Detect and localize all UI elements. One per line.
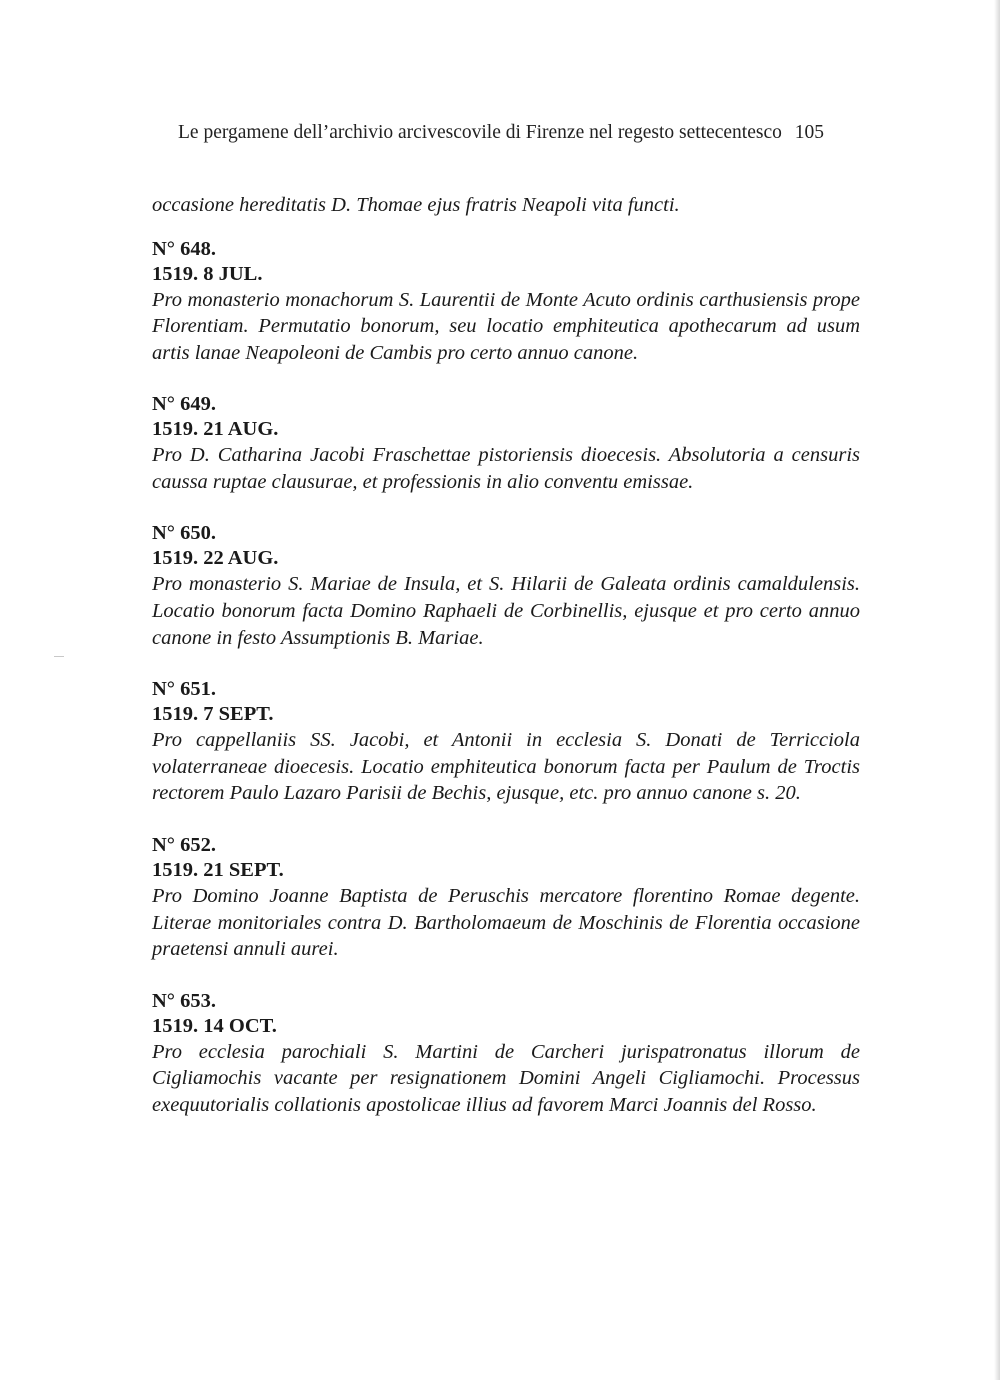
entry-date: 1519. 22 AUG. xyxy=(152,547,279,570)
entry-date: 1519. 14 OCT. xyxy=(152,1014,277,1037)
regesto-entry xyxy=(152,833,860,963)
page-number: 105 xyxy=(794,122,824,143)
entry-number: N° 650. xyxy=(152,522,217,545)
entry-text: Pro ecclesia parochiali S. Martini de Carcheri jurispatronatus illorum de Cigliamochis vacante per resignationem Domini Angeli Cigliamochi. Processus exequutorialis collationis apostolicae illius ad favorem Marci Joannis del Rosso. xyxy=(152,1040,860,1116)
entry-date: 1519. 21 AUG. xyxy=(152,418,279,441)
regesto-entry xyxy=(152,392,860,495)
entry-date: 1519. 8 JUL. xyxy=(152,262,263,285)
entry-date: 1519. 21 SEPT. xyxy=(152,859,284,882)
entry-date: 1519. 7 SEPT. xyxy=(152,703,274,726)
entry-number: N° 651. xyxy=(152,678,217,701)
entry-text: Pro cappellaniis SS. Jacobi, et Antonii in ecclesia S. Donati de Terricciola volaterraneae dioecesis. Locatio emphiteutica bonorum facta per Paulum de Troctis rectorem Paulo Lazaro Parisii de Bechis, ejusque, etc. pro annuo canone s. 20. xyxy=(152,729,860,805)
regesto-entry xyxy=(152,677,860,807)
entry-text: Pro monasterio S. Mariae de Insula, et S. Hilarii de Galeata ordinis camaldulensis. Locatio bonorum facta Domino Raphaeli de Corbinellis, ejusque et pro certo annuo canone in festo Assumptionis B. Mariae. xyxy=(152,573,860,649)
entry-text: Pro monasterio monachorum S. Laurentii de Monte Acuto ordinis carthusiensis prope Florentiam. Permutatio bonorum, seu locatio emphiteutica apothecarum ad usum artis lanae Neapoleoni de Cambis pro certo annuo canone. xyxy=(152,288,860,364)
entry-number: N° 649. xyxy=(152,393,217,416)
continuation-text: occasione hereditatis D. Thomae ejus fratris Neapoli vita functi. xyxy=(152,194,680,216)
entry-number: N° 648. xyxy=(152,237,217,260)
regesto-entry xyxy=(152,989,860,1119)
regesto-entry xyxy=(152,521,860,651)
scan-edge-shadow xyxy=(994,0,1000,1380)
entry-number: N° 652. xyxy=(152,834,217,857)
entry-number: N° 653. xyxy=(152,989,217,1012)
page-content xyxy=(152,192,860,1145)
running-header xyxy=(178,122,861,144)
entry-text: Pro D. Catharina Jacobi Fraschettae pistoriensis dioecesis. Absolutoria a censuris caussa ruptae clausurae, et professionis in alio conventu emissae. xyxy=(152,444,860,493)
entry-text: Pro Domino Joanne Baptista de Peruschis mercatore florentino Romae degente. Literae monitoriales contra D. Bartholomaeum de Moschinis de Florentia occasione praetensi annuli aurei. xyxy=(152,885,860,961)
margin-mark xyxy=(54,656,64,657)
running-header-title: Le pergamene dell’archivio arcivescovile di Firenze nel regesto settecentesco xyxy=(178,122,782,143)
regesto-entry xyxy=(152,237,860,367)
